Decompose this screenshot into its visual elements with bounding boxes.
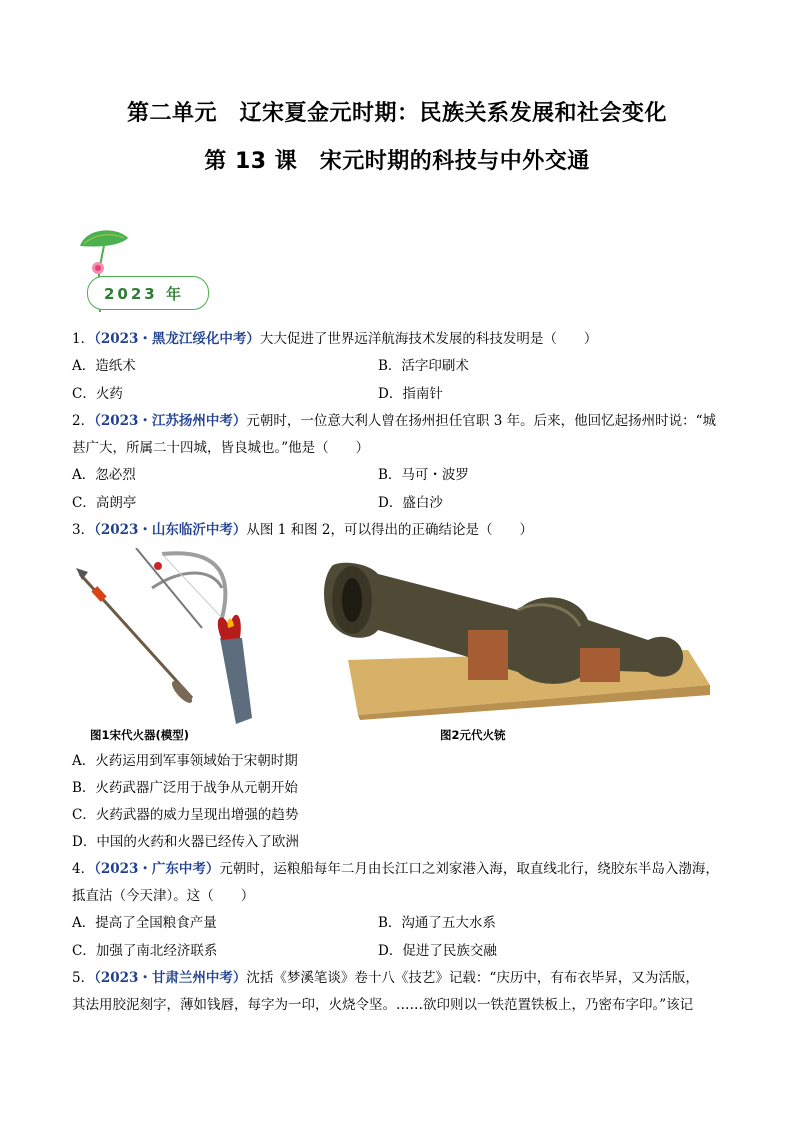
question-number: 2．	[72, 413, 95, 429]
question-1	[72, 330, 597, 348]
question-text: 沈括《梦溪笔谈》卷十八《技艺》记载：“庆历中，有布衣毕昇，又为活版，	[246, 970, 699, 986]
question-4-line-2: 抵直沽（今天津）。这（ ）	[72, 888, 255, 904]
option-b: B．沟通了五大水系	[378, 915, 496, 931]
question-2-line-2: 甚广大，所属二十四城，皆良城也。”他是（ ）	[72, 440, 370, 456]
cannon-figure	[318, 560, 710, 720]
question-source: （2023・甘肃兰州中考）	[94, 970, 247, 986]
fire-arrow-bow-figure	[72, 548, 292, 726]
option-a: A．忽必烈	[72, 467, 136, 483]
option-d: D．盛白沙	[378, 495, 443, 511]
question-number: 3．	[72, 522, 95, 538]
question-number: 4．	[72, 861, 95, 877]
option-c: C．加强了南北经济联系	[72, 943, 218, 959]
question-5	[72, 969, 699, 987]
question-source: （2023・广东中考）	[94, 861, 220, 877]
option-c: C．高朗亭	[72, 495, 137, 511]
question-3	[72, 521, 533, 539]
option-d: D．中国的火药和火器已经传入了欧洲	[72, 834, 299, 850]
question-number: 1．	[72, 331, 95, 347]
option-a: A．提高了全国粮食产量	[72, 915, 217, 931]
question-2	[72, 412, 716, 430]
question-text: 大大促进了世界远洋航海技术发展的科技发明是（ ）	[259, 331, 598, 347]
lesson-title: 第 13 课 宋元时期的科技与中外交通	[204, 149, 590, 174]
question-5-line-2: 其法用胶泥刻字，薄如钱唇，每字为一印，火烧令坚。……欲印则以一铁范置铁板上，乃密布字印。”该记	[72, 997, 694, 1013]
option-a: A．火药运用到军事领域始于宋朝时期	[72, 753, 298, 769]
option-b: B．活字印刷术	[378, 358, 469, 374]
question-text: 元朝时，运粮船每年二月由长江口之刘家港入海，取直线北行，绕胶东半岛入渤海，	[219, 861, 719, 877]
question-source: （2023・黑龙江绥化中考）	[94, 331, 260, 347]
question-number: 5．	[72, 970, 95, 986]
option-a: A．造纸术	[72, 358, 136, 374]
option-c: C．火药武器的威力呈现出增强的趋势	[72, 807, 299, 823]
question-text: 从图 1 和图 2，可以得出的正确结论是（ ）	[246, 522, 533, 538]
option-d: D．促进了民族交融	[378, 943, 497, 959]
year-label: 2023 年	[104, 285, 184, 303]
question-source: （2023・山东临沂中考）	[94, 522, 247, 538]
question-4	[72, 860, 719, 878]
question-source: （2023・江苏扬州中考）	[94, 413, 247, 429]
figure-2-caption: 图2元代火铳	[440, 728, 506, 742]
unit-title: 第二单元 辽宋夏金元时期：民族关系发展和社会变化	[126, 101, 667, 126]
option-d: D．指南针	[378, 386, 443, 402]
question-text: 元朝时，一位意大利人曾在扬州担任官职 3 年。后来，他回忆起扬州时说：“城	[246, 413, 716, 429]
figure-1-caption: 图1宋代火器(模型)	[90, 728, 190, 742]
option-c: C．火药	[72, 386, 123, 402]
option-b: B．马可・波罗	[378, 467, 469, 483]
option-b: B．火药武器广泛用于战争从元朝开始	[72, 780, 298, 796]
